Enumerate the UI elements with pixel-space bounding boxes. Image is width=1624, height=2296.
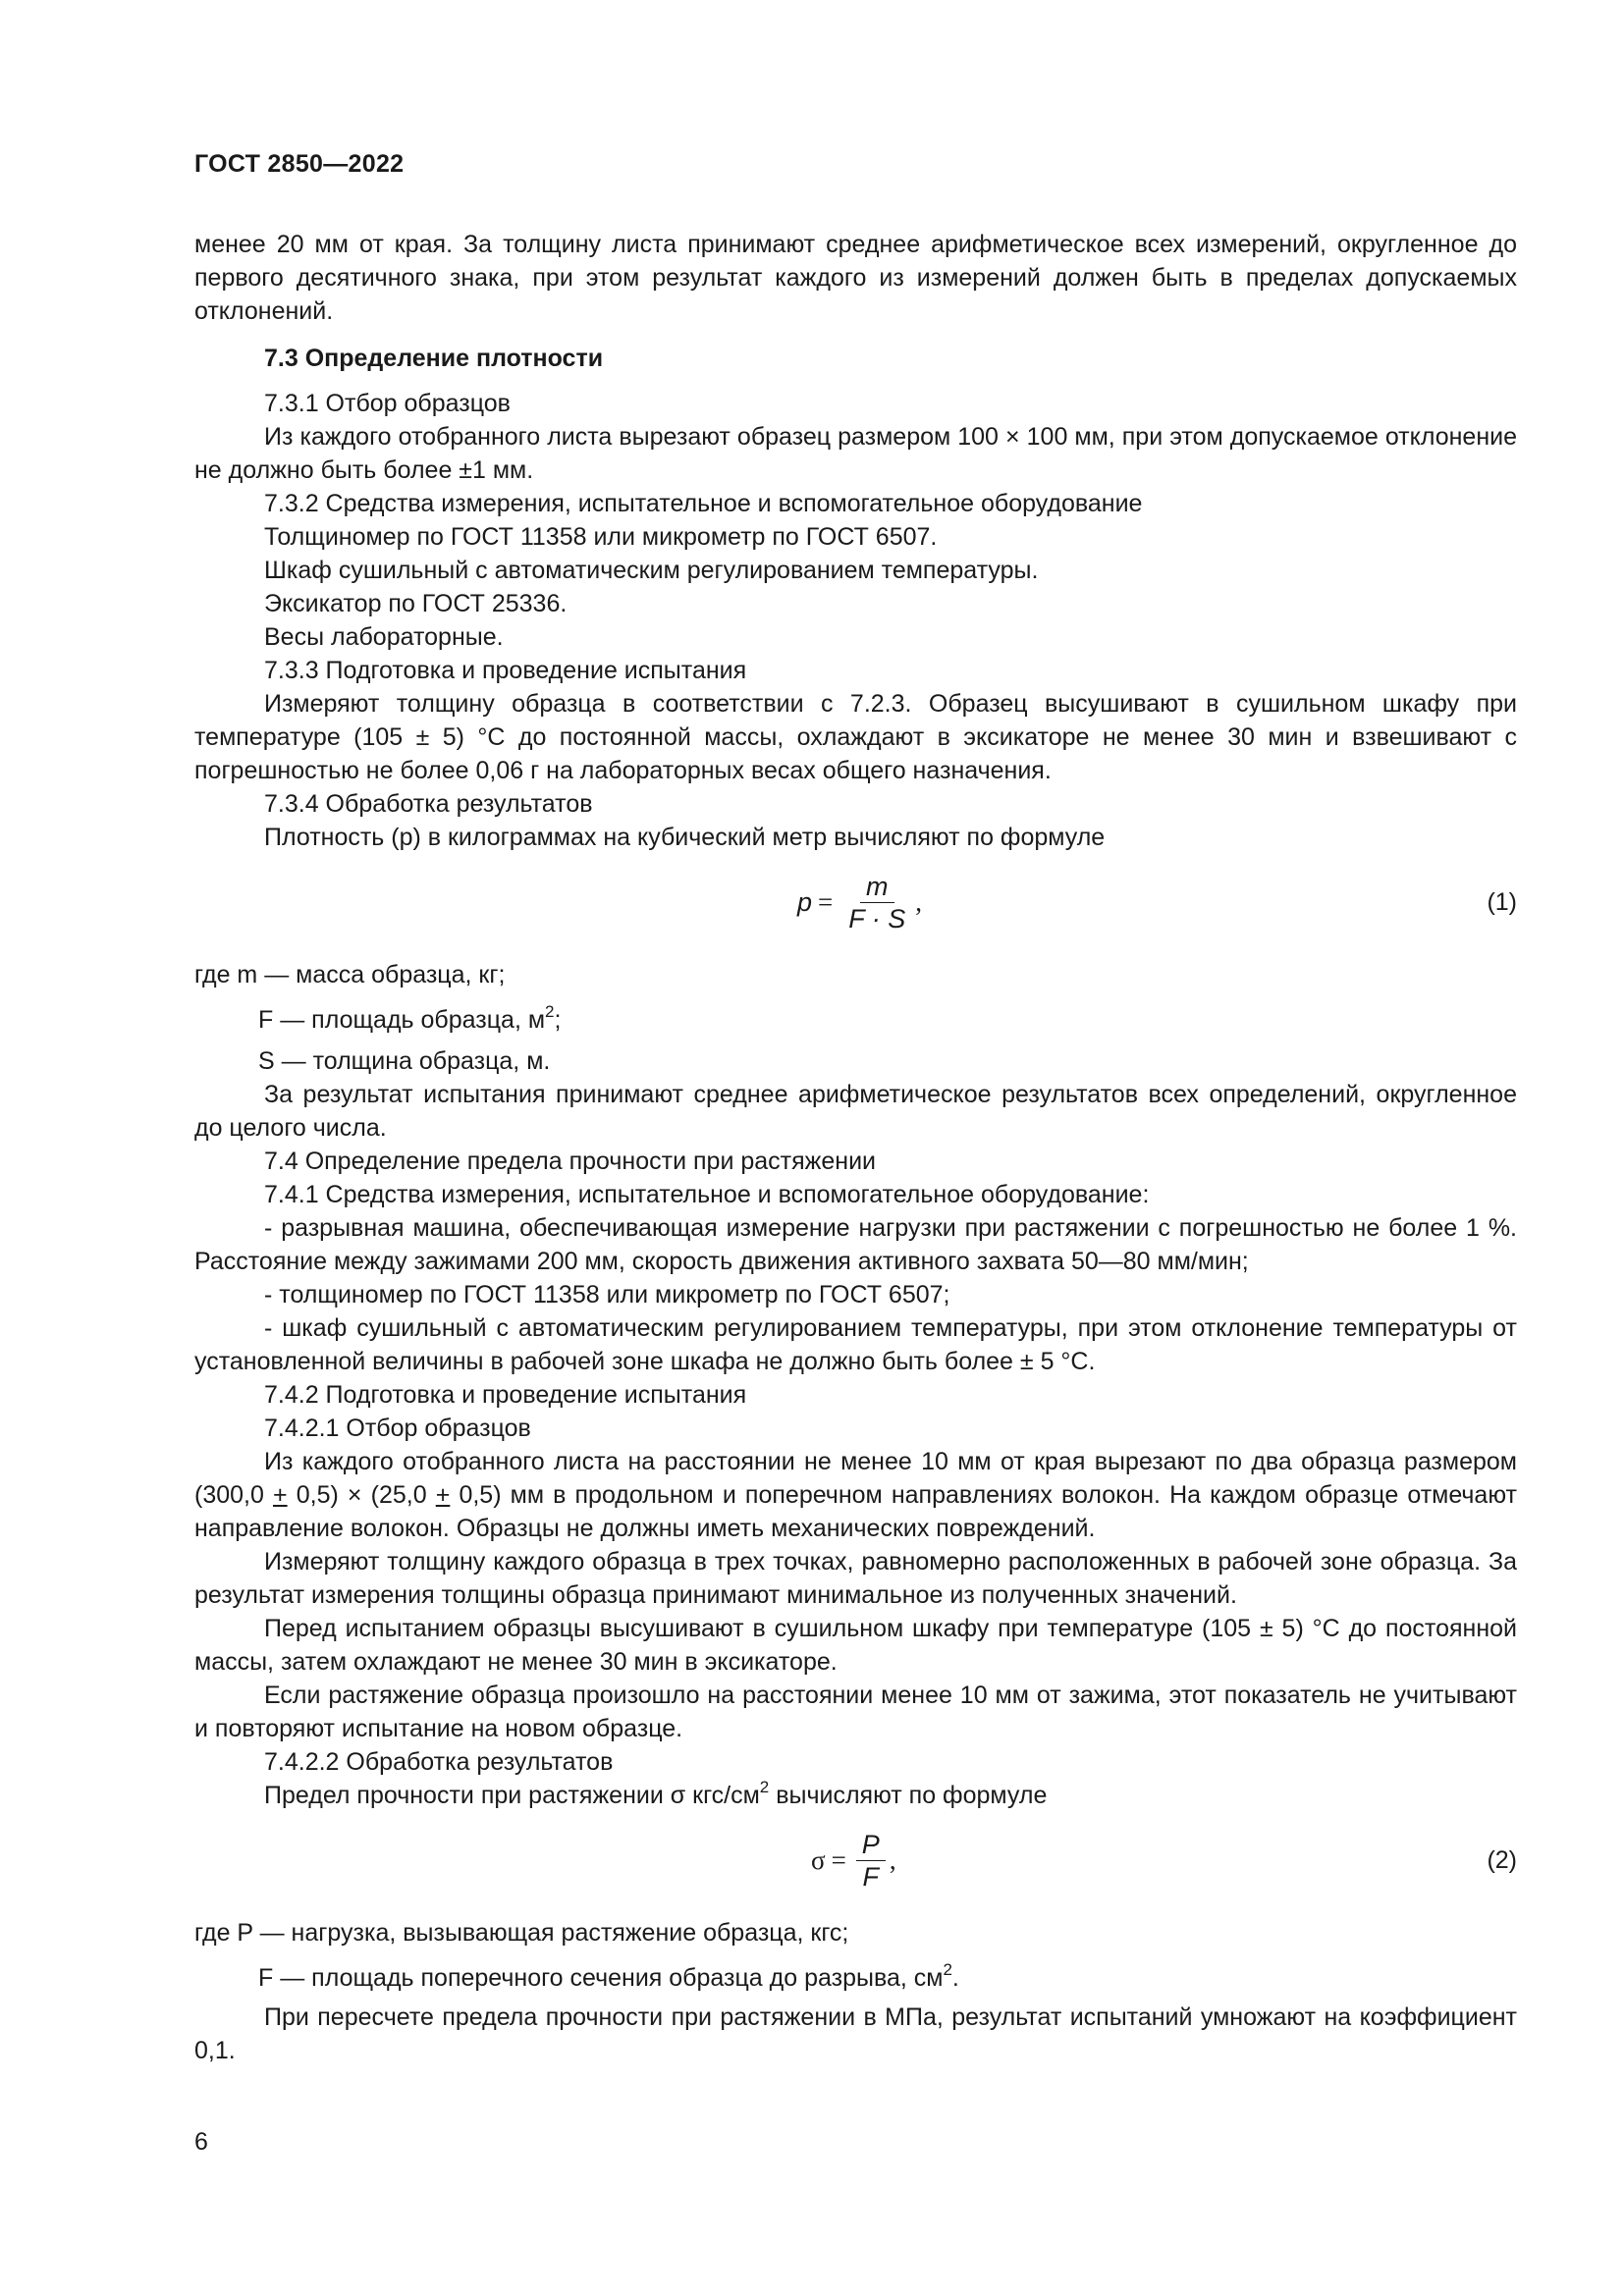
document-header: ГОСТ 2850—2022 [194, 150, 405, 178]
legend-F-sup: 2 [943, 1959, 952, 1979]
plus-minus-sign: + [273, 1481, 288, 1509]
document-body [194, 228, 1517, 2067]
formula-1 [194, 862, 1517, 942]
section-7-4-2-1-heading: 7.4.2.1 Отбор образцов [264, 1415, 531, 1442]
formula-2-lhs: σ [811, 1845, 826, 1875]
formula-comma: , [889, 1845, 896, 1875]
equipment-item: Толщиномер по ГОСТ 11358 или микрометр по ГОСТ 6507. [264, 523, 938, 551]
section-7-3-2-heading: 7.3.2 Средства измерения, испытательное и вспомогательное оборудование [264, 490, 1143, 517]
section-7-4-2-heading: 7.4.2 Подготовка и проведение испытания [264, 1381, 747, 1409]
formula-1-legend-F [194, 1003, 1517, 1037]
formula-2-result: При пересчете предела прочности при растяжении в МПа, результат испытаний умножают на коэффициент 0,1. [194, 2003, 1517, 2064]
equipment-list-item: - толщиномер по ГОСТ 11358 или микрометр по ГОСТ 6507; [264, 1281, 950, 1308]
formula-2-numerator: P [856, 1829, 886, 1861]
formula-1-numerator: m [860, 871, 894, 903]
text-sup: 2 [759, 1777, 770, 1796]
section-7-4-2-2-text [194, 1779, 1517, 1812]
section-7-3-1-text: Из каждого отобранного листа вырезают образец размером 100 × 100 мм, при этом допускаемое отклонение не должно быть более ±1 мм. [194, 423, 1517, 484]
para-part: 0,5) × (25,0 [287, 1481, 436, 1509]
formula-2 [194, 1820, 1517, 1900]
formula-1-denominator: F · S [848, 903, 906, 934]
formula-1-legend-S: S — толщина образца, м. [258, 1047, 551, 1075]
formula-comma: , [915, 887, 923, 917]
equipment-item: Шкаф сушильный с автоматическим регулированием температуры. [264, 557, 1039, 584]
formula-1-expression [797, 862, 922, 942]
section-7-3-4-heading: 7.3.4 Обработка результатов [264, 790, 593, 818]
formula-1-legend-m: где m — масса образца, кг; [194, 961, 506, 988]
formula-2-number: (2) [1487, 1846, 1517, 1874]
para-part: 0,5) мм в продольном и поперечном направлениях волокон. На каждом образце отмечают направление волокон. Образцы не должны иметь механических повреждений. [194, 1481, 1517, 1542]
page-number: 6 [194, 2128, 208, 2156]
section-7-3-title: 7.3 Определение плотности [264, 345, 604, 372]
formula-2-legend-P: где P — нагрузка, вызывающая растяжение образца, кгс; [194, 1919, 849, 1947]
para-part: Из каждого отобранного листа на расстоянии не менее 10 мм от края вырезают по два образца размером (300,0 [194, 1448, 1517, 1509]
section-7-3-3-heading: 7.3.3 Подготовка и проведение испытания [264, 657, 747, 684]
formula-1-result: За результат испытания принимают среднее арифметическое результатов всех определений, округленное до целого числа. [194, 1081, 1517, 1142]
section-7-4-heading: 7.4 Определение предела прочности при растяжении [264, 1148, 877, 1175]
section-7-4-2-1-para-3: Перед испытанием образцы высушивают в сушильном шкафу при температуре (105 ± 5) °С до постоянной массы, затем охлаждают не менее 30 мин в эксикаторе. [194, 1615, 1517, 1676]
formula-2-legend-F [194, 1961, 1517, 1995]
formula-1-fraction [842, 871, 911, 934]
intro-paragraph: менее 20 мм от края. За толщину листа принимают среднее арифметическое всех измерений, округленное до первого десятичного знака, при этом результат каждого из измерений должен быть в пределах допускаемых отклонений. [194, 231, 1517, 325]
legend-F-text: F — площадь образца, м [258, 1006, 546, 1034]
legend-F-end: ; [554, 1006, 562, 1034]
section-7-3-1-heading: 7.3.1 Отбор образцов [264, 390, 511, 417]
section-7-4-2-1-para-1 [194, 1445, 1517, 1545]
section-7-4-2-2-heading: 7.4.2.2 Обработка результатов [264, 1748, 614, 1776]
equals-sign: = [818, 887, 834, 917]
formula-1-lhs: p [797, 887, 813, 917]
formula-2-fraction [856, 1829, 886, 1893]
equipment-item: Эксикатор по ГОСТ 25336. [264, 590, 568, 617]
section-7-3-3-text: Измеряют толщину образца в соответствии с 7.2.3. Образец высушивают в сушильном шкафу при температуре (105 ± 5) °С до постоянной массы, охлаждают в эксикаторе не менее 30 мин и взвешивают с погрешностью не более 0,06 г на лабораторных весах общего назначения. [194, 690, 1517, 784]
section-7-3-4-text: Плотность (р) в килограммах на кубический метр вычисляют по формуле [264, 824, 1106, 851]
formula-2-expression [811, 1820, 896, 1900]
equipment-item: Весы лабораторные. [264, 623, 504, 651]
equipment-list-item: - разрывная машина, обеспечивающая измерение нагрузки при растяжении с погрешностью не более 1 %. Расстояние между зажимами 200 мм, скорость движения активного захвата 50—80 мм/мин; [194, 1214, 1517, 1275]
text-part: Предел прочности при растяжении σ кгс/см [264, 1782, 760, 1809]
equals-sign: = [831, 1845, 846, 1875]
plus-minus-sign: + [435, 1481, 451, 1509]
equipment-list-item: - шкаф сушильный с автоматическим регулированием температуры, при этом отклонение температуры от установленной величины в рабочей зоне шкафа не должно быть более ± 5 °С. [194, 1314, 1517, 1375]
formula-2-denominator: F [862, 1861, 880, 1892]
legend-F-sup: 2 [545, 1001, 555, 1021]
section-7-4-2-1-para-4: Если растяжение образца произошло на расстоянии менее 10 мм от зажима, этот показатель не учитывают и повторяют испытание на новом образце. [194, 1682, 1517, 1742]
legend-F-text: F — площадь поперечного сечения образца до разрыва, см [258, 1964, 944, 1992]
formula-1-number: (1) [1487, 888, 1517, 916]
section-7-4-2-1-para-2: Измеряют толщину каждого образца в трех точках, равномерно расположенных в рабочей зоне образца. За результат измерения толщины образца принимают минимальное из полученных значений. [194, 1548, 1517, 1609]
section-7-4-1-heading: 7.4.1 Средства измерения, испытательное и вспомогательное оборудование: [264, 1181, 1150, 1208]
text-part: вычисляют по формуле [769, 1782, 1048, 1809]
legend-F-end: . [951, 1964, 959, 1992]
